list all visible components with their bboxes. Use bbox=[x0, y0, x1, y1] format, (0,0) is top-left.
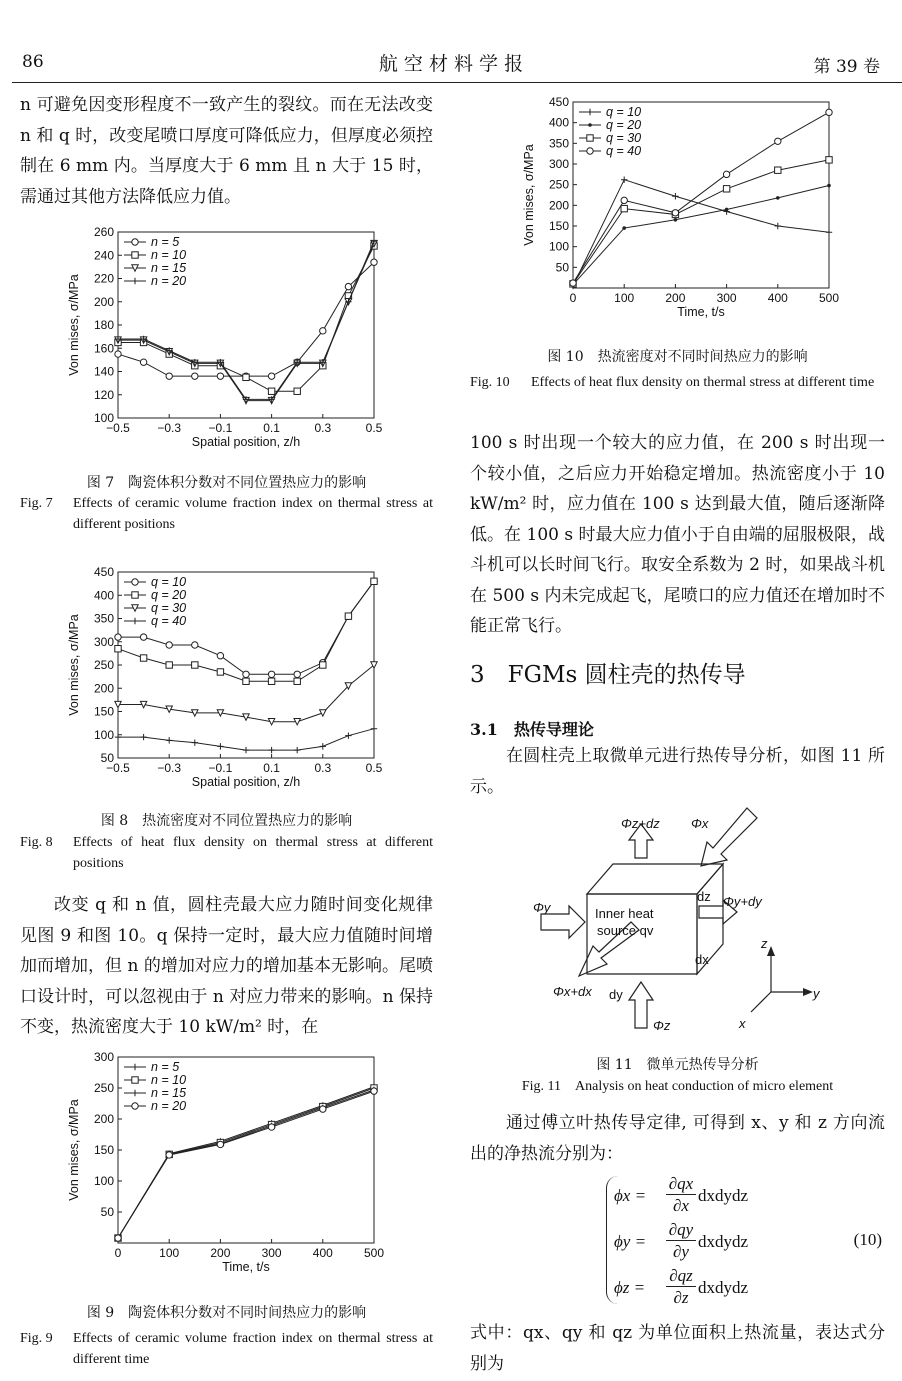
series-line bbox=[573, 180, 829, 286]
eq-den-x: ∂x bbox=[673, 1196, 689, 1215]
legend-label: q = 30 bbox=[606, 131, 642, 145]
data-point bbox=[140, 655, 146, 661]
fig8-caption-text: Effects of heat flux density on thermal stress at different positions bbox=[73, 835, 433, 871]
label-phiz: Φz bbox=[653, 1018, 671, 1033]
y-tick-label: 300 bbox=[93, 1050, 114, 1064]
data-point bbox=[217, 653, 223, 659]
label-dx: dx bbox=[695, 952, 709, 967]
eq-num-y: ∂qy bbox=[666, 1220, 696, 1241]
page-number: 86 bbox=[22, 52, 44, 72]
x-tick-label: 300 bbox=[261, 1246, 282, 1260]
fig9-caption-en bbox=[20, 1328, 433, 1372]
plot-group bbox=[67, 225, 383, 449]
data-point bbox=[140, 734, 146, 740]
legend-marker bbox=[132, 1064, 138, 1070]
data-point bbox=[140, 359, 146, 365]
x-tick-label: 0.1 bbox=[263, 421, 280, 435]
legend-marker bbox=[587, 109, 593, 115]
data-point bbox=[268, 373, 274, 379]
data-point bbox=[371, 1088, 377, 1094]
data-point bbox=[166, 373, 172, 379]
legend-marker bbox=[132, 579, 138, 585]
subsection-heading: 3.1 热传导理论 bbox=[470, 720, 594, 739]
y-tick-label: 200 bbox=[548, 198, 569, 213]
data-point bbox=[115, 1235, 121, 1241]
fig7-caption-en bbox=[20, 493, 433, 537]
data-point bbox=[371, 259, 377, 265]
fig7-label: Fig. 7 bbox=[20, 496, 53, 511]
data-point bbox=[826, 157, 832, 163]
fig8-caption-en bbox=[20, 832, 433, 876]
y-tick-label: 100 bbox=[548, 239, 569, 254]
data-point bbox=[621, 205, 627, 211]
data-point bbox=[268, 1124, 274, 1130]
plot-group bbox=[522, 95, 839, 319]
data-point bbox=[674, 218, 678, 222]
eq-num-z: ∂qz bbox=[666, 1266, 696, 1287]
data-point bbox=[320, 743, 326, 749]
y-axis-label: Von mises, σ/MPa bbox=[67, 1099, 81, 1201]
x-tick-label: −0.5 bbox=[106, 421, 130, 435]
legend-marker bbox=[132, 239, 138, 245]
data-point bbox=[294, 671, 300, 677]
data-point bbox=[268, 388, 274, 394]
data-point bbox=[826, 229, 832, 235]
y-tick-label: 350 bbox=[548, 136, 569, 151]
data-point bbox=[725, 208, 729, 212]
data-point bbox=[371, 578, 377, 584]
legend-label: n = 20 bbox=[151, 274, 187, 288]
legend-marker bbox=[588, 123, 592, 127]
x-tick-label: −0.5 bbox=[106, 761, 130, 775]
data-point bbox=[192, 373, 198, 379]
data-point bbox=[217, 669, 223, 675]
y-tick-label: 300 bbox=[93, 634, 114, 649]
y-tick-label: 400 bbox=[93, 588, 114, 603]
data-point bbox=[723, 171, 729, 177]
fig9-caption-cn: 图 9 陶瓷体积分数对不同时间热应力的影响 bbox=[86, 1305, 367, 1321]
paragraph-2: 改变 q 和 n 值，圆柱壳最大应力随时间变化规律见图 9 和图 10。q 保持一定时，最大应力值随时间增加而增加，但 n 的增加对应力的增加基本无影响。尾喷口设计时，可以忽视由于 n 对应力带来的影响。n 保持不变，热流密度大于 10 kW/m² 时，在 bbox=[20, 895, 433, 1037]
x-tick-label: −0.1 bbox=[208, 421, 233, 435]
x-tick-label: −0.1 bbox=[208, 761, 233, 775]
x-tick-label: 0.3 bbox=[314, 421, 332, 435]
data-point bbox=[192, 739, 198, 745]
eq-num-x: ∂qx bbox=[666, 1174, 696, 1195]
data-point bbox=[217, 1141, 223, 1147]
label-inner2: source qv bbox=[597, 923, 654, 938]
y-tick-label: 350 bbox=[93, 611, 114, 626]
label-dy: dy bbox=[609, 987, 623, 1002]
data-point bbox=[345, 283, 351, 289]
legend-label: q = 20 bbox=[151, 588, 187, 602]
fig11-caption-cn: 图 11 微单元热传导分析 bbox=[596, 1057, 759, 1073]
fig8-chart bbox=[60, 560, 390, 800]
fig10-caption-text: Effects of heat flux density on thermal stress at different time bbox=[531, 375, 875, 390]
data-point bbox=[621, 177, 627, 183]
y-axis-label: Von mises, σ/MPa bbox=[522, 144, 536, 246]
legend-marker bbox=[132, 1077, 138, 1083]
fig10-caption-cn: 图 10 热流密度对不同时间热应力的影响 bbox=[547, 349, 808, 365]
paragraph-1: n 可避免因变形程度不一致产生的裂纹。而在无法改变 n 和 q 时，改变尾喷口厚度可降低应力，但厚度必须控制在 6 mm 内。当厚度大于 6 mm 且 n 大于 15 时，需通过其他方法降低应力值。 bbox=[20, 95, 433, 207]
legend-marker bbox=[132, 278, 138, 284]
label-axis-x: x bbox=[739, 1016, 746, 1031]
equation-10 bbox=[614, 1174, 884, 1310]
eq-tail-z: dxdydz bbox=[698, 1278, 749, 1297]
data-point bbox=[345, 613, 351, 619]
y-axis-label: Von mises, σ/MPa bbox=[67, 614, 81, 716]
label-phix-dx: Φx+dx bbox=[553, 984, 592, 999]
y-tick-label: 140 bbox=[93, 364, 114, 379]
legend-marker bbox=[587, 135, 593, 141]
label-axis-z: z bbox=[761, 936, 768, 951]
data-point bbox=[115, 351, 121, 357]
section-heading: 3 FGMs 圆柱壳的热传导 bbox=[470, 662, 746, 688]
y-tick-label: 150 bbox=[93, 1143, 114, 1157]
y-tick-label: 200 bbox=[93, 1112, 114, 1126]
x-tick-label: 200 bbox=[665, 291, 686, 305]
legend-label: n = 5 bbox=[151, 1060, 180, 1074]
y-tick-label: 160 bbox=[93, 341, 114, 356]
legend-marker bbox=[132, 618, 138, 624]
y-tick-label: 250 bbox=[93, 658, 114, 672]
label-phiy-dy: Φy+dy bbox=[723, 894, 762, 909]
volume-label: 第 39 卷 bbox=[813, 57, 880, 77]
data-point bbox=[140, 634, 146, 640]
data-point bbox=[166, 1152, 172, 1158]
paragraph-4: 在圆柱壳上取微单元进行热传导分析，如图 11 所示。 bbox=[470, 746, 885, 797]
x-axis-label: Time, t/s bbox=[222, 1260, 270, 1274]
data-point bbox=[294, 678, 300, 684]
eq-lhs-z: ϕz = bbox=[614, 1278, 646, 1297]
y-tick-label: 150 bbox=[548, 219, 569, 233]
plot-group bbox=[67, 565, 383, 789]
axis-x-line bbox=[751, 992, 771, 1012]
data-point bbox=[371, 726, 377, 732]
legend-marker bbox=[587, 148, 593, 154]
y-tick-label: 100 bbox=[93, 727, 114, 742]
eq-lhs-y: ϕy = bbox=[614, 1232, 647, 1251]
x-tick-label: 0.1 bbox=[263, 761, 280, 775]
data-point bbox=[268, 678, 274, 684]
data-point bbox=[320, 710, 326, 716]
data-point bbox=[243, 374, 249, 380]
fig7-caption-text: Effects of ceramic volume fraction index on thermal stress at different positions bbox=[73, 496, 433, 532]
legend-label: q = 10 bbox=[606, 105, 642, 119]
data-point bbox=[192, 662, 198, 668]
y-tick-label: 260 bbox=[93, 225, 114, 239]
data-point bbox=[115, 634, 121, 640]
data-point bbox=[826, 109, 832, 115]
x-tick-label: 100 bbox=[159, 1246, 180, 1260]
data-point bbox=[217, 743, 223, 749]
data-point bbox=[166, 737, 172, 743]
data-point bbox=[217, 373, 223, 379]
arrow-phiz bbox=[629, 982, 653, 1028]
y-tick-label: 300 bbox=[548, 157, 569, 171]
y-axis-label: Von mises, σ/MPa bbox=[67, 274, 81, 376]
y-tick-label: 150 bbox=[93, 704, 114, 719]
x-tick-label: 100 bbox=[614, 291, 635, 305]
plot-group bbox=[67, 1050, 384, 1274]
legend-label: n = 10 bbox=[151, 1073, 187, 1087]
legend-label: n = 20 bbox=[151, 1099, 187, 1113]
x-axis-label: Spatial position, z/h bbox=[191, 435, 301, 449]
legend-label: n = 15 bbox=[151, 1086, 187, 1100]
data-point bbox=[570, 280, 576, 286]
legend-marker bbox=[132, 252, 138, 258]
axis-y-arrowhead bbox=[803, 988, 813, 996]
legend-label: q = 30 bbox=[151, 601, 187, 615]
label-dz: dz bbox=[697, 889, 711, 904]
data-point bbox=[243, 671, 249, 677]
legend-label: n = 15 bbox=[151, 261, 187, 275]
y-tick-label: 200 bbox=[93, 681, 114, 696]
x-tick-label: 0.5 bbox=[365, 421, 383, 435]
y-tick-label: 50 bbox=[555, 260, 569, 275]
data-point bbox=[621, 197, 627, 203]
paragraph-3: 100 s 时出现一个较大的应力值，在 200 s 时出现一个较小值，之后应力开始稳定增加。热流密度小于 10 kW/m² 时，应力值在 100 s 达到最大值，随后逐渐降低。在 100 s 时最大应力值小于自由端的屈服极限，战斗机可以长时间飞行。取安全系数为 2 时，如果战斗机在 500 s 内未完成起飞，尾喷口的应力值还在增加时不能正常飞行。 bbox=[470, 433, 885, 636]
x-tick-label: 300 bbox=[716, 291, 737, 305]
x-tick-label: 400 bbox=[312, 1246, 333, 1260]
data-point bbox=[166, 662, 172, 668]
y-tick-label: 50 bbox=[100, 751, 114, 765]
header-rule bbox=[12, 82, 902, 83]
x-tick-label: 0 bbox=[114, 1246, 122, 1260]
data-point bbox=[320, 1106, 326, 1112]
fig11-diagram bbox=[525, 806, 845, 1038]
data-point bbox=[672, 193, 678, 199]
x-tick-label: 500 bbox=[363, 1246, 385, 1260]
x-tick-label: 0.5 bbox=[365, 761, 383, 775]
fig7-caption-cn: 图 7 陶瓷体积分数对不同位置热应力的影响 bbox=[86, 475, 367, 491]
data-point bbox=[775, 167, 781, 173]
data-point bbox=[192, 642, 198, 648]
series-line bbox=[573, 185, 829, 284]
legend-marker bbox=[132, 1090, 138, 1096]
legend-label: q = 10 bbox=[151, 575, 187, 589]
legend-label: n = 5 bbox=[151, 235, 180, 249]
fig7-chart bbox=[60, 220, 390, 460]
x-tick-label: 200 bbox=[210, 1246, 231, 1260]
arrow-phix bbox=[701, 808, 757, 866]
data-point bbox=[320, 662, 326, 668]
eq-den-y: ∂y bbox=[673, 1242, 689, 1261]
paragraph-6: 式中：qx、qy 和 qz 为单位面积上热流量，表达式分别为 bbox=[470, 1323, 885, 1374]
label-inner1: Inner heat bbox=[595, 906, 654, 921]
data-point bbox=[166, 642, 172, 648]
legend-label: q = 20 bbox=[606, 118, 642, 132]
legend-marker bbox=[132, 1103, 138, 1109]
fig11-caption-en: Fig. 11 Analysis on heat conduction of micro element bbox=[521, 1079, 834, 1094]
data-point bbox=[723, 186, 729, 192]
data-point bbox=[672, 210, 678, 216]
eq-number: (10) bbox=[853, 1230, 882, 1249]
legend-marker bbox=[132, 592, 138, 598]
x-tick-label: 0 bbox=[569, 291, 577, 305]
y-tick-label: 450 bbox=[548, 95, 569, 109]
data-point bbox=[345, 732, 351, 738]
series-line bbox=[118, 1091, 374, 1238]
data-point bbox=[294, 747, 300, 753]
label-phiz-dz: Φz+dz bbox=[621, 816, 660, 831]
y-tick-label: 220 bbox=[93, 271, 114, 286]
y-tick-label: 200 bbox=[93, 294, 114, 309]
x-tick-label: 0.3 bbox=[314, 761, 332, 775]
series-line bbox=[118, 729, 374, 750]
y-tick-label: 450 bbox=[93, 565, 114, 579]
x-axis-label: Time, t/s bbox=[677, 305, 725, 319]
data-point bbox=[294, 388, 300, 394]
fig10-chart bbox=[515, 90, 845, 330]
legend-label: q = 40 bbox=[151, 614, 187, 628]
y-tick-label: 250 bbox=[93, 1081, 114, 1095]
data-point bbox=[268, 747, 274, 753]
fig10-label: Fig. 10 bbox=[470, 375, 510, 390]
y-tick-label: 100 bbox=[93, 1174, 114, 1188]
axis-z-arrowhead bbox=[767, 946, 775, 956]
y-tick-label: 100 bbox=[93, 411, 114, 425]
data-point bbox=[320, 328, 326, 334]
y-tick-label: 180 bbox=[93, 318, 114, 332]
label-phiy: Φy bbox=[533, 900, 551, 915]
x-axis-label: Spatial position, z/h bbox=[191, 775, 301, 789]
fig9-label: Fig. 9 bbox=[20, 1331, 53, 1346]
fig10-caption-en bbox=[470, 372, 885, 416]
data-point bbox=[776, 196, 780, 200]
y-tick-label: 240 bbox=[93, 248, 114, 263]
fig9-caption-text: Effects of ceramic volume fraction index on thermal stress at different time bbox=[73, 1331, 433, 1367]
x-tick-label: 500 bbox=[818, 291, 840, 305]
eq-lhs-x: ϕx = bbox=[614, 1186, 647, 1205]
label-phix: Φx bbox=[691, 816, 709, 831]
eq-den-z: ∂z bbox=[673, 1288, 689, 1307]
y-tick-label: 400 bbox=[548, 115, 569, 130]
data-point bbox=[775, 138, 781, 144]
fig8-label: Fig. 8 bbox=[20, 835, 53, 850]
eq-tail-y: dxdydz bbox=[698, 1232, 749, 1251]
data-point bbox=[243, 678, 249, 684]
data-point bbox=[622, 226, 626, 230]
journal-title: 航 空 材 料 学 报 bbox=[378, 53, 524, 75]
x-tick-label: −0.3 bbox=[157, 761, 182, 775]
fig8-caption-cn: 图 8 热流密度对不同位置热应力的影响 bbox=[100, 813, 353, 829]
data-point bbox=[775, 223, 781, 229]
data-point bbox=[827, 184, 831, 188]
data-point bbox=[243, 747, 249, 753]
y-tick-label: 250 bbox=[548, 177, 569, 192]
x-tick-label: 400 bbox=[767, 291, 788, 305]
x-tick-label: −0.3 bbox=[157, 421, 182, 435]
label-axis-y: y bbox=[813, 986, 820, 1001]
fig9-chart bbox=[60, 1045, 390, 1285]
y-tick-label: 120 bbox=[93, 387, 114, 402]
eq-tail-x: dxdydz bbox=[698, 1186, 749, 1205]
legend-label: q = 40 bbox=[606, 144, 642, 158]
legend-label: n = 10 bbox=[151, 248, 187, 262]
data-point bbox=[268, 671, 274, 677]
data-point bbox=[115, 646, 121, 652]
y-tick-label: 50 bbox=[100, 1205, 114, 1219]
paragraph-5: 通过傅立叶热传导定律, 可得到 x、y 和 z 方向流出的净热流分别为： bbox=[470, 1113, 885, 1164]
